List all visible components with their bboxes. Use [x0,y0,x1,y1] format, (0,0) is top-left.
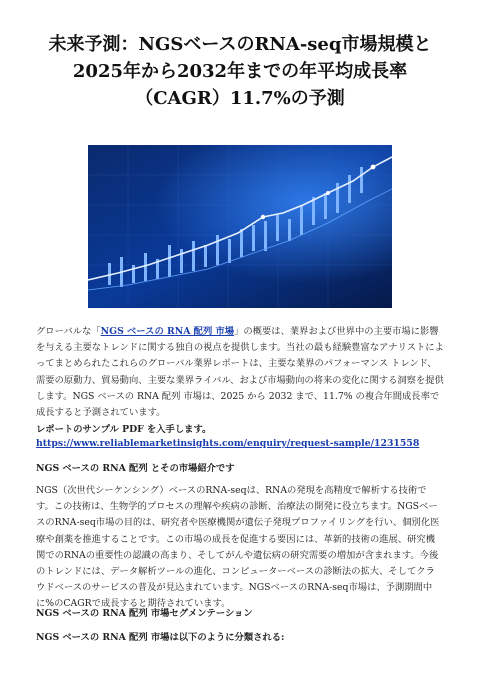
market-intro-paragraph: NGS（次世代シーケンシング）ベースのRNA-seqは、RNAの発現を高精度で解析する技術です。この技術は、生物学的プロセスの理解や疾病の診断、治療法の開発に役立ちます。NGSベースのRNA-seq市場の目的は、研究者や医療機関が遺伝子発現プロファイリングを行い、個別化医療や創薬を推進することです。この市場の成長を促進する要因には、革新的技術の進展、研究機関でのRNAの重要性の認識の高まり、そしてがんや遺伝病の研究需要の増加が含まれます。今後のトレンドには、データ解析ツールの進化、コンピューターベースの診断法の拡大、そしてクラウドベースのサービスの普及が見込まれています。NGSベースのRNA-seq市場は、予測期間中に%のCAGRで成長すると期待されています。 [36,485,440,610]
market-name-link[interactable]: NGS ベースの RNA 配列 市場 [100,326,235,337]
sample-request-link[interactable]: https://www.reliablemarketinsights.com/enquiry/request-sample/1231558 [36,438,420,449]
segmentation-heading: NGS ベースの RNA 配列 市場セグメンテーション [36,608,253,619]
intro-text-before: グローバルな「 [36,326,101,337]
classification-heading: NGS ベースの RNA 配列 市場は以下のように分類される: [36,632,285,643]
title-line-3: （CAGR）11.7%の予測 [135,88,345,109]
market-intro-heading: NGS ベースの RNA 配列 とその市場紹介です [36,463,235,474]
intro-paragraph [36,324,444,421]
page-title [20,31,460,112]
sample-heading: レポートのサンプル PDF を入手します。 [36,424,212,435]
title-line-1: 未来予測：NGSベースのRNA-seq市場規模と [48,34,432,55]
title-line-2: 2025年から2032年までの年平均成長率 [72,61,408,82]
growth-chart-illustration [88,145,392,308]
financial-growth-chart-image [88,145,392,308]
intro-text-after: 」の概要は、業界および世界中の主要市場に影響を与える主要なトレンドに関する独自の視点を提供します。当社の最も経験豊富なアナリストによってまとめられたこれらのグローバル業界レポートは、主要な業界のパフォーマンス トレンド、需要の原動力、貿易動向、主要な業界ライバル、および市場動向の将来の変化に関する洞察を提供します。NGS ベースの RNA 配列 市場は、2025 から 2032 まで、11.7% の複合年間成長率で成長すると予測されています。 [36,326,444,419]
